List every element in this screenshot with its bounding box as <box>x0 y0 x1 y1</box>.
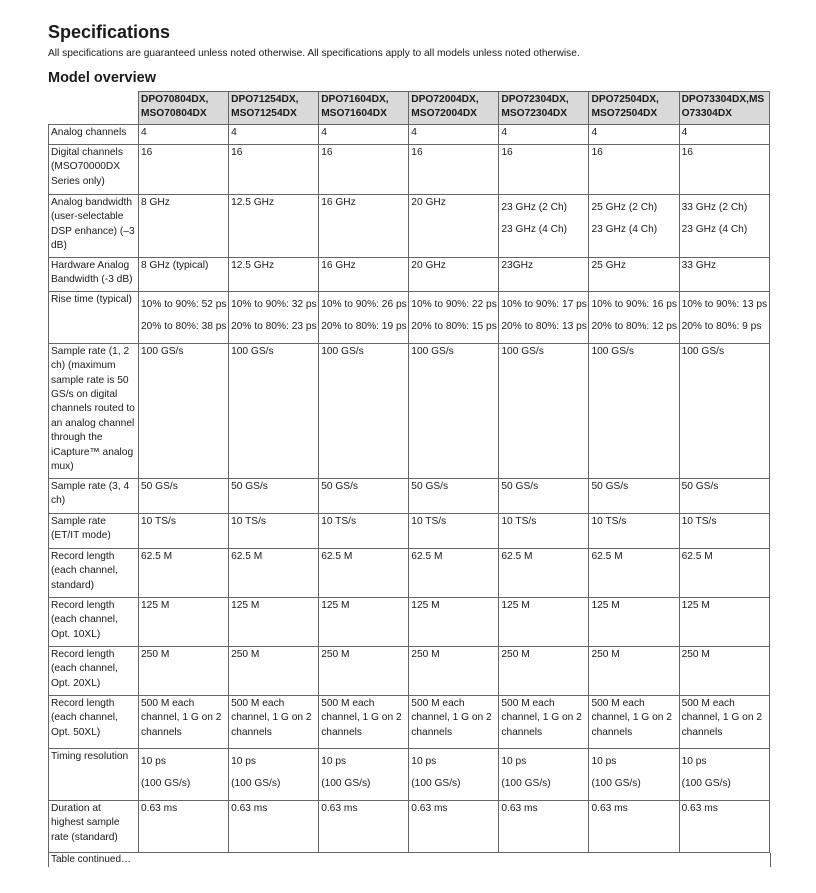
spec-value: 16 <box>321 146 333 158</box>
spec-value: 10 ps <box>411 755 437 767</box>
spec-value: 50 GS/s <box>591 480 629 492</box>
spec-cell <box>499 695 589 748</box>
spec-cell <box>679 513 769 548</box>
spec-value: 10 TS/s <box>501 515 537 527</box>
spec-cell <box>139 695 229 748</box>
page-title: Specifications <box>48 22 171 42</box>
spec-cell <box>409 646 499 695</box>
header-corner-cell <box>49 92 139 125</box>
spec-cell <box>499 144 589 194</box>
spec-value: 10% to 90%: 32 ps <box>231 298 317 310</box>
spec-value: 12.5 GHz <box>231 259 275 271</box>
row-label: Sample rate (3, 4 ch) <box>49 478 139 513</box>
spec-value: 4 <box>411 126 417 138</box>
spec-cell <box>499 748 589 800</box>
row-label: Hardware Analog Bandwidth (-3 dB) <box>49 257 139 291</box>
spec-value: 0.63 ms <box>321 802 358 814</box>
spec-value: 16 <box>231 146 243 158</box>
spec-cell <box>229 695 319 748</box>
spec-cell <box>139 548 229 597</box>
model-header: DPO72304DX, MSO72304DX <box>499 92 589 125</box>
spec-value: (100 GS/s) <box>681 778 731 790</box>
spec-value: 62.5 M <box>231 550 263 562</box>
spec-cell <box>589 343 679 478</box>
spec-cell <box>319 343 409 478</box>
table-row <box>49 513 770 548</box>
spec-cell <box>319 695 409 748</box>
row-label: Record length (each channel, Opt. 20XL) <box>49 646 139 695</box>
spec-value: 250 M <box>681 648 710 660</box>
spec-value: 100 GS/s <box>591 345 634 357</box>
spec-value: 125 M <box>411 599 440 611</box>
spec-value: 4 <box>141 126 147 138</box>
spec-value: 125 M <box>321 599 350 611</box>
model-header: DPO71604DX, MSO71604DX <box>319 92 409 125</box>
spec-value: 8 GHz <box>141 196 170 208</box>
spec-value: 100 GS/s <box>231 345 274 357</box>
spec-value: 125 M <box>591 599 620 611</box>
spec-value: 500 M each channel, 1 G on 2 channels <box>411 697 492 738</box>
row-label: Sample rate (ET/IT mode) <box>49 513 139 548</box>
spec-cell <box>679 646 769 695</box>
spec-value: 23GHz <box>501 259 534 271</box>
spec-value: 23 GHz (4 Ch) <box>501 224 568 236</box>
spec-cell <box>319 597 409 646</box>
spec-value: 500 M each channel, 1 G on 2 channels <box>321 697 402 738</box>
spec-cell <box>589 478 679 513</box>
model-header: DPO73304DX,MS O73304DX <box>679 92 769 125</box>
spec-cell <box>409 144 499 194</box>
spec-cell <box>139 291 229 343</box>
spec-value: 0.63 ms <box>231 802 268 814</box>
spec-cell <box>229 194 319 257</box>
spec-cell <box>679 343 769 478</box>
spec-value: 0.63 ms <box>591 802 628 814</box>
spec-value: 250 M <box>591 648 620 660</box>
spec-value: (100 GS/s) <box>141 778 191 790</box>
spec-cell <box>499 597 589 646</box>
spec-cell <box>139 597 229 646</box>
spec-cell <box>679 800 769 852</box>
spec-value: 4 <box>321 126 327 138</box>
model-header: DPO70804DX, MSO70804DX <box>139 92 229 125</box>
spec-cell <box>589 144 679 194</box>
spec-cell <box>589 513 679 548</box>
spec-value: 62.5 M <box>681 550 713 562</box>
spec-value: 62.5 M <box>501 550 533 562</box>
table-row <box>49 695 770 748</box>
spec-value: 33 GHz <box>681 259 717 271</box>
table-row <box>49 291 770 343</box>
spec-value: 12.5 GHz <box>231 196 275 208</box>
spec-value: 50 GS/s <box>681 480 719 492</box>
spec-cell <box>139 800 229 852</box>
spec-cell <box>409 513 499 548</box>
spec-cell <box>139 748 229 800</box>
spec-value: 250 M <box>411 648 440 660</box>
spec-cell <box>589 748 679 800</box>
table-continued-note <box>48 853 770 867</box>
table-body <box>49 124 770 852</box>
spec-value: 500 M each channel, 1 G on 2 channels <box>141 697 222 738</box>
spec-value: 20% to 80%: 15 ps <box>411 321 497 333</box>
table-row <box>49 478 770 513</box>
spec-value: 500 M each channel, 1 G on 2 channels <box>591 697 672 738</box>
spec-value: (100 GS/s) <box>501 778 551 790</box>
spec-cell <box>409 597 499 646</box>
spec-value: 10% to 90%: 52 ps <box>141 298 227 310</box>
spec-value: 4 <box>501 126 508 138</box>
spec-value: 50 GS/s <box>501 480 539 492</box>
spec-value: 10% to 90%: 26 ps <box>321 298 407 310</box>
spec-value: 50 GS/s <box>231 480 268 492</box>
spec-value: 10 TS/s <box>591 515 627 527</box>
spec-value: 10 ps <box>501 755 527 767</box>
spec-cell <box>589 291 679 343</box>
model-overview-table <box>48 91 770 853</box>
spec-value: 20% to 80%: 23 ps <box>231 321 317 333</box>
spec-cell <box>679 748 769 800</box>
spec-cell <box>409 343 499 478</box>
spec-value: 16 <box>681 146 693 158</box>
spec-value: 0.63 ms <box>411 802 448 814</box>
spec-value: 16 GHz <box>321 259 356 271</box>
spec-cell <box>319 478 409 513</box>
row-label: Rise time (typical) <box>49 291 139 343</box>
spec-value: 62.5 M <box>591 550 623 562</box>
spec-value: 20% to 80%: 13 ps <box>501 321 587 333</box>
spec-value: 4 <box>681 126 688 138</box>
spec-value: 10% to 90%: 13 ps <box>681 298 768 310</box>
spec-cell <box>679 478 769 513</box>
table-row <box>49 194 770 257</box>
table-row <box>49 800 770 852</box>
spec-value: 16 <box>591 146 603 158</box>
row-label: Analog channels <box>49 124 139 144</box>
spec-value: 23 GHz (4 Ch) <box>681 224 748 236</box>
spec-value: 8 GHz (typical) <box>141 259 209 271</box>
row-label: Record length (each channel, Opt. 10XL) <box>49 597 139 646</box>
spec-cell <box>139 194 229 257</box>
spec-value: 10 ps <box>231 755 257 767</box>
spec-cell <box>229 748 319 800</box>
spec-cell <box>229 291 319 343</box>
row-label: Sample rate (1, 2 ch) (maximum sample rate is 50 GS/s on digital channels routed to an analog channel through the iCapture™ analog mux) <box>49 343 139 478</box>
spec-cell <box>499 343 589 478</box>
spec-cell <box>139 257 229 291</box>
spec-value: 100 GS/s <box>501 345 544 357</box>
spec-value: 250 M <box>321 648 350 660</box>
spec-cell <box>679 257 769 291</box>
spec-value: 62.5 M <box>411 550 443 562</box>
spec-cell <box>679 124 769 144</box>
spec-cell <box>229 548 319 597</box>
spec-value: 20 GHz <box>411 259 446 271</box>
spec-value: 20% to 80%: 9 ps <box>681 321 762 333</box>
spec-cell <box>319 291 409 343</box>
spec-cell <box>229 800 319 852</box>
spec-value: 16 GHz <box>321 196 356 208</box>
section-title: Model overview <box>48 70 156 86</box>
spec-cell <box>589 800 679 852</box>
spec-value: 10 TS/s <box>321 515 357 527</box>
spec-value: 20 GHz <box>411 196 446 208</box>
spec-value: 20% to 80%: 12 ps <box>591 321 677 333</box>
spec-value: 10 TS/s <box>681 515 717 527</box>
spec-cell <box>139 478 229 513</box>
spec-value: 10 ps <box>591 755 617 767</box>
spec-value: 500 M each channel, 1 G on 2 channels <box>501 697 582 738</box>
spec-cell <box>499 646 589 695</box>
spec-value: 500 M each channel, 1 G on 2 channels <box>681 697 762 738</box>
spec-cell <box>409 257 499 291</box>
spec-value: 62.5 M <box>141 550 173 562</box>
spec-cell <box>499 257 589 291</box>
row-label: Record length (each channel, Opt. 50XL) <box>49 695 139 748</box>
spec-value: 10% to 90%: 17 ps <box>501 298 587 310</box>
table-row <box>49 597 770 646</box>
spec-value: 125 M <box>501 599 530 611</box>
spec-cell <box>139 124 229 144</box>
spec-value: 10 ps <box>141 755 166 767</box>
row-label: Timing resolution <box>49 748 139 800</box>
row-label: Digital channels (MSO70000DX Series only) <box>49 144 139 194</box>
spec-cell <box>679 597 769 646</box>
spec-value: 50 GS/s <box>141 480 178 492</box>
spec-value: 0.63 ms <box>141 802 178 814</box>
spec-cell <box>229 646 319 695</box>
table-row <box>49 748 770 800</box>
spec-value: 125 M <box>681 599 710 611</box>
spec-cell <box>499 800 589 852</box>
table-row <box>49 343 770 478</box>
spec-cell <box>589 548 679 597</box>
spec-value: 23 GHz (4 Ch) <box>591 224 658 236</box>
spec-value: 10 TS/s <box>411 515 447 527</box>
spec-cell <box>319 257 409 291</box>
table-header-row <box>49 92 770 125</box>
spec-value: 50 GS/s <box>411 480 449 492</box>
row-label: Duration at highest sample rate (standard) <box>49 800 139 852</box>
spec-value: 100 GS/s <box>141 345 184 357</box>
spec-value: (100 GS/s) <box>411 778 461 790</box>
table-row <box>49 646 770 695</box>
table-row <box>49 124 770 144</box>
spec-value: 10 TS/s <box>141 515 176 527</box>
spec-value: (100 GS/s) <box>231 778 281 790</box>
spec-value: 0.63 ms <box>681 802 718 814</box>
spec-cell <box>229 257 319 291</box>
spec-value: 0.63 ms <box>501 802 538 814</box>
spec-value: 100 GS/s <box>321 345 364 357</box>
spec-cell <box>229 597 319 646</box>
spec-cell <box>679 695 769 748</box>
spec-cell <box>589 257 679 291</box>
spec-value: 250 M <box>231 648 260 660</box>
spec-cell <box>589 695 679 748</box>
intro-text: All specifications are guaranteed unless noted otherwise. All specifications apply to all models unless noted otherwise. <box>48 48 580 59</box>
spec-value: 23 GHz (2 Ch) <box>501 201 568 213</box>
spec-cell <box>409 124 499 144</box>
spec-value: 25 GHz <box>591 259 627 271</box>
spec-value: 10 ps <box>681 755 707 767</box>
spec-value: 250 M <box>141 648 170 660</box>
spec-value: 4 <box>231 126 237 138</box>
spec-cell <box>499 194 589 257</box>
spec-cell <box>319 646 409 695</box>
spec-cell <box>229 343 319 478</box>
spec-cell <box>229 513 319 548</box>
spec-cell <box>409 748 499 800</box>
table-continued-text: Table continued… <box>51 853 132 865</box>
spec-value: 25 GHz (2 Ch) <box>591 201 658 213</box>
spec-cell <box>319 748 409 800</box>
spec-cell <box>589 646 679 695</box>
spec-cell <box>139 513 229 548</box>
spec-value: 33 GHz (2 Ch) <box>681 201 748 213</box>
spec-cell <box>319 513 409 548</box>
table-row <box>49 257 770 291</box>
spec-cell <box>589 124 679 144</box>
spec-cell <box>139 343 229 478</box>
spec-value: (100 GS/s) <box>321 778 371 790</box>
spec-cell <box>679 548 769 597</box>
spec-value: 50 GS/s <box>321 480 358 492</box>
spec-value: 62.5 M <box>321 550 353 562</box>
spec-cell <box>589 597 679 646</box>
spec-value: 4 <box>591 126 598 138</box>
spec-cell <box>229 124 319 144</box>
spec-cell <box>319 194 409 257</box>
table-row <box>49 548 770 597</box>
spec-value: 500 M each channel, 1 G on 2 channels <box>231 697 312 738</box>
spec-cell <box>409 194 499 257</box>
spec-value: 16 <box>411 146 423 158</box>
spec-cell <box>409 478 499 513</box>
spec-cell <box>679 291 769 343</box>
spec-cell <box>499 548 589 597</box>
table-edge <box>770 853 771 867</box>
spec-cell <box>229 478 319 513</box>
spec-cell <box>409 800 499 852</box>
model-header: DPO72504DX, MSO72504DX <box>589 92 679 125</box>
spec-value: 125 M <box>231 599 260 611</box>
spec-page <box>48 20 770 867</box>
spec-cell <box>679 194 769 257</box>
spec-value: 16 <box>501 146 513 158</box>
model-header: DPO71254DX, MSO71254DX <box>229 92 319 125</box>
spec-cell <box>589 194 679 257</box>
spec-value: 10% to 90%: 22 ps <box>411 298 497 310</box>
spec-cell <box>409 695 499 748</box>
row-label: Analog bandwidth (user-selectable DSP enhance) (–3 dB) <box>49 194 139 257</box>
spec-cell <box>499 124 589 144</box>
spec-cell <box>229 144 319 194</box>
spec-cell <box>679 144 769 194</box>
spec-value: 100 GS/s <box>681 345 725 357</box>
spec-value: 250 M <box>501 648 530 660</box>
spec-value: 10 ps <box>321 755 347 767</box>
spec-value: 100 GS/s <box>411 345 454 357</box>
spec-cell <box>319 548 409 597</box>
spec-value: 16 <box>141 146 153 158</box>
model-header: DPO72004DX, MSO72004DX <box>409 92 499 125</box>
spec-value: 20% to 80%: 38 ps <box>141 321 227 333</box>
spec-cell <box>319 800 409 852</box>
spec-value: 10% to 90%: 16 ps <box>591 298 677 310</box>
spec-cell <box>319 124 409 144</box>
spec-cell <box>499 513 589 548</box>
spec-cell <box>139 646 229 695</box>
spec-value: 125 M <box>141 599 170 611</box>
spec-value: (100 GS/s) <box>591 778 641 790</box>
spec-value: 20% to 80%: 19 ps <box>321 321 407 333</box>
spec-cell <box>319 144 409 194</box>
spec-cell <box>409 291 499 343</box>
spec-cell <box>499 478 589 513</box>
row-label: Record length (each channel, standard) <box>49 548 139 597</box>
spec-cell <box>499 291 589 343</box>
table-row <box>49 144 770 194</box>
spec-cell <box>409 548 499 597</box>
spec-cell <box>139 144 229 194</box>
spec-value: 10 TS/s <box>231 515 267 527</box>
